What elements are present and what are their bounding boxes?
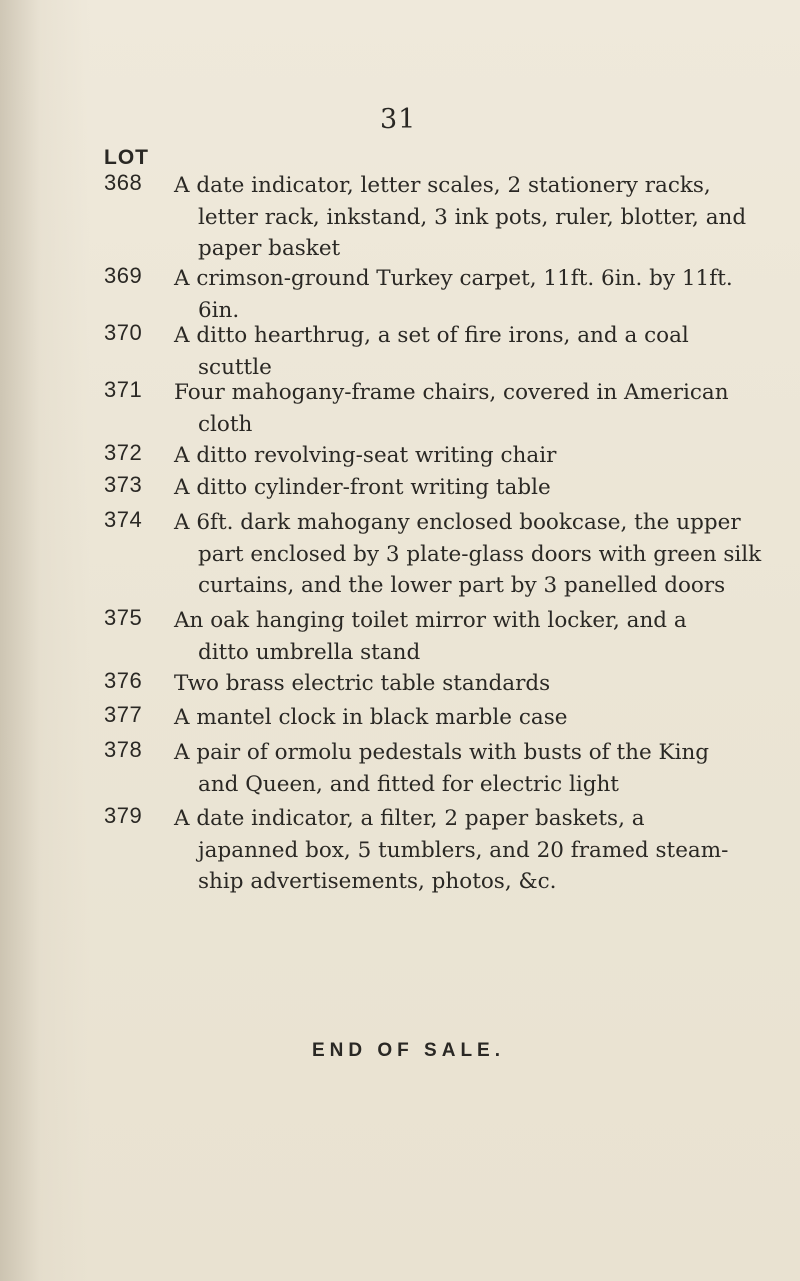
lot-number: 376 [104,668,143,693]
lot-number: 378 [104,737,143,762]
description-line: curtains, and the lower part by 3 panelled doors [198,573,726,598]
description-line: A ditto revolving-seat writing chair [174,443,557,468]
description-line: A mantel clock in black marble case [174,705,568,730]
description-line: scuttle [198,354,272,380]
description-line: A ditto cylinder-front writing table [174,475,551,500]
description-line: A crimson-ground Turkey carpet, 11ft. 6in. by 11ft. [174,266,733,291]
lot-description [174,263,733,326]
description-line: paper basket [198,236,341,261]
description-line: A date indicator, a filter, 2 paper baskets, a [174,806,645,831]
description-line: A 6ft. dark mahogany enclosed bookcase, the upper [174,510,741,535]
lot-description [174,320,689,383]
description-line: cloth [198,411,253,437]
description-line: Two brass electric table standards [174,671,551,696]
lot-description [174,605,687,668]
lot-number: 370 [104,320,143,345]
lot-column-header: LOT [104,146,149,169]
description-line: A pair of ormolu pedestals with busts of the King [174,740,710,765]
lot-number: 372 [104,440,143,465]
page-number: 31 [380,104,417,135]
description-line: ditto umbrella stand [198,639,421,665]
description-line: part enclosed by 3 plate-glass doors with green silk [198,541,762,567]
lot-description [174,803,729,898]
description-line: ship advertisements, photos, &c. [198,869,557,894]
description-line: A date indicator, letter scales, 2 stationery racks, [174,173,711,198]
description-line: letter rack, inkstand, 3 ink pots, ruler, blotter, and [198,204,747,230]
lot-description [174,737,710,800]
lot-number: 371 [104,377,143,402]
lot-number: 379 [104,803,143,828]
lot-description [174,472,664,504]
lot-description [174,507,762,602]
lot-number: 375 [104,605,143,630]
description-line: A ditto hearthrug, a set of fire irons, and a coal [174,323,689,348]
lot-number: 373 [104,472,143,497]
lot-description [174,170,747,265]
description-line: and Queen, and fitted for electric light [198,771,619,797]
lot-number: 374 [104,507,143,532]
description-line: 6in. [198,297,240,323]
lot-number: 368 [104,170,143,195]
lot-description [174,440,664,472]
description-line: An oak hanging toilet mirror with locker, and a [174,608,687,633]
lot-description [174,668,664,700]
lot-description [174,702,664,734]
lot-number: 377 [104,702,143,727]
description-line: japanned box, 5 tumblers, and 20 framed steam- [198,837,729,863]
lot-description [174,377,729,440]
lot-number: 369 [104,263,143,288]
end-of-sale-text: END OF SALE. [312,1040,506,1061]
description-line: Four mahogany-frame chairs, covered in American [174,380,729,405]
